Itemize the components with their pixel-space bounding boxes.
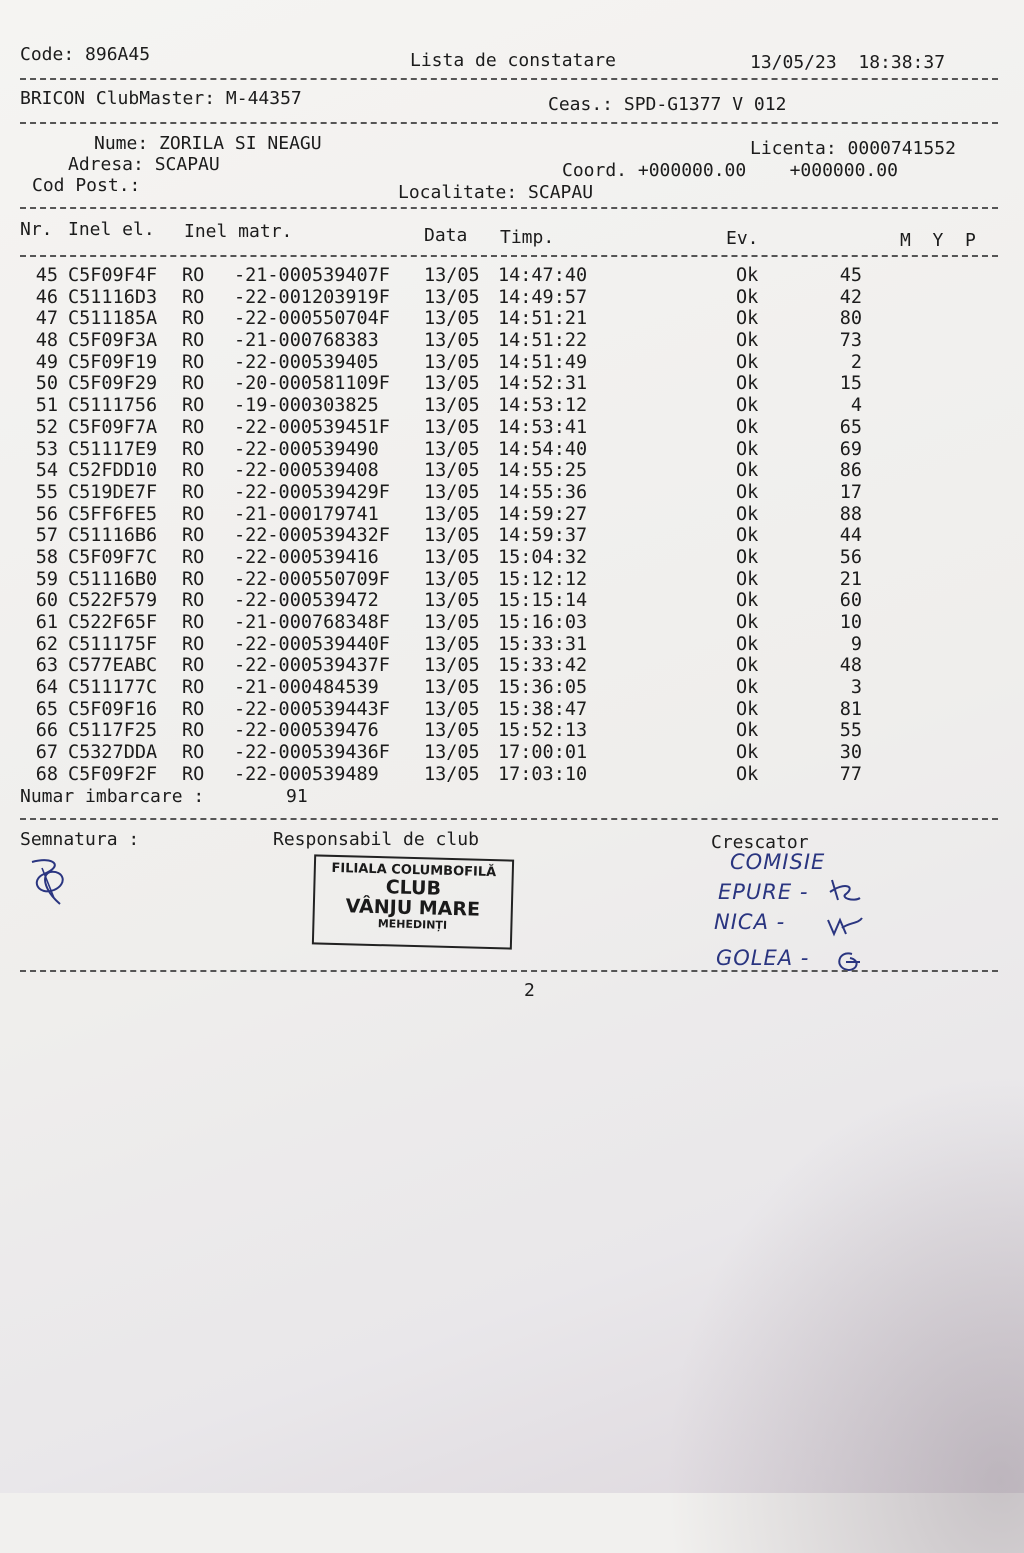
arrival-date: 13/05: [424, 395, 480, 417]
arrival-date: 13/05: [424, 720, 480, 742]
event-status: Ok: [736, 308, 759, 330]
row-number: 57: [35, 525, 58, 547]
position-value: 65: [839, 416, 862, 438]
event-status: Ok: [736, 503, 759, 525]
handwritten-name-2: NICA -: [714, 910, 786, 934]
paper-shadow: [664, 1073, 1024, 1553]
registration-ring: -22-000550704F: [234, 308, 390, 330]
country-code: RO: [182, 330, 205, 352]
row-number: 62: [35, 633, 58, 655]
arrival-time: 15:52:13: [498, 720, 588, 742]
club-stamp: [312, 854, 514, 949]
arrival-time: 15:33:31: [498, 633, 588, 655]
arrival-date: 13/05: [424, 265, 480, 286]
table-row: [22, 634, 972, 656]
arrival-time: 14:55:25: [498, 460, 588, 482]
signature-scribble: [24, 852, 76, 912]
registration-ring: -22-000539451F: [234, 416, 390, 438]
signature-label: Semnatura :: [20, 829, 140, 850]
event-status: Ok: [736, 525, 759, 547]
registration-ring: -21-000768348F: [234, 612, 390, 633]
registration-ring: -22-000539472: [234, 590, 379, 612]
divider: [20, 255, 998, 257]
arrival-time: 14:47:40: [498, 265, 588, 286]
event-status: Ok: [736, 395, 759, 417]
registration-ring: -21-000539407F: [234, 265, 390, 286]
arrival-time: 14:51:21: [498, 308, 588, 330]
row-number: 50: [35, 373, 58, 395]
row-number: 48: [35, 330, 58, 352]
country-code: RO: [182, 568, 205, 590]
arrival-date: 13/05: [424, 677, 480, 699]
handwritten-name-1: EPURE -: [718, 880, 809, 904]
registration-ring: -22-000539436F: [234, 742, 390, 764]
registration-ring: -21-000768383: [234, 330, 379, 352]
event-status: Ok: [736, 763, 759, 785]
registration-ring: -22-000539416: [234, 546, 379, 568]
divider: [20, 818, 998, 820]
postal-code: Cod Post.:: [32, 175, 141, 196]
event-status: Ok: [736, 481, 759, 503]
row-number: 47: [35, 308, 58, 330]
event-status: Ok: [736, 265, 759, 286]
code-label: Code: 896A45: [20, 44, 151, 65]
registration-ring: -22-000539440F: [234, 633, 390, 655]
event-status: Ok: [736, 286, 759, 308]
event-status: Ok: [736, 568, 759, 590]
position-value: 56: [839, 546, 862, 568]
registration-ring: -21-000179741: [234, 503, 379, 525]
event-status: Ok: [736, 460, 759, 482]
arrival-time: 15:16:03: [498, 612, 588, 633]
electronic-ring: C5F09F3A: [68, 330, 158, 352]
arrival-date: 13/05: [424, 481, 480, 503]
table-row: [22, 352, 972, 374]
position-value: 86: [839, 460, 862, 482]
table-row: [22, 655, 972, 677]
arrival-date: 13/05: [424, 655, 480, 677]
table-row: [22, 373, 972, 395]
coordinates: Coord. +000000.00 +000000.00: [562, 160, 898, 181]
event-status: Ok: [736, 330, 759, 352]
position-value: 81: [839, 698, 862, 720]
row-number: 63: [35, 655, 58, 677]
row-number: 45: [35, 265, 58, 286]
arrival-date: 13/05: [424, 546, 480, 568]
arrival-time: 15:04:32: [498, 546, 588, 568]
arrival-time: 15:15:14: [498, 590, 588, 612]
electronic-ring: C51117E9: [68, 438, 158, 460]
position-value: 30: [839, 742, 862, 764]
country-code: RO: [182, 308, 205, 330]
row-number: 66: [35, 720, 58, 742]
position-value: 3: [850, 677, 862, 699]
country-code: RO: [182, 742, 205, 764]
arrival-time: 14:49:57: [498, 286, 588, 308]
electronic-ring: C5F09F4F: [68, 265, 158, 286]
position-value: 15: [839, 373, 862, 395]
table-row: [22, 569, 972, 591]
country-code: RO: [182, 373, 205, 395]
country-code: RO: [182, 546, 205, 568]
arrival-time: 14:54:40: [498, 438, 588, 460]
position-value: 9: [850, 633, 862, 655]
electronic-ring: C5111756: [68, 395, 158, 417]
clubmaster-label: BRICON ClubMaster: M-44357: [20, 88, 302, 109]
handwritten-commission: COMISIE: [730, 850, 826, 874]
stamp-line3: VÂNJU MARE: [345, 895, 481, 921]
arrivals-table: [22, 265, 972, 786]
row-number: 68: [35, 763, 58, 785]
table-row: [22, 504, 972, 526]
country-code: RO: [182, 351, 205, 373]
registration-ring: -22-000539408: [234, 460, 379, 482]
arrival-time: 14:59:37: [498, 525, 588, 547]
arrival-time: 14:53:12: [498, 395, 588, 417]
license-number: Licenta: 0000741552: [750, 138, 956, 159]
event-status: Ok: [736, 655, 759, 677]
arrival-time: 14:52:31: [498, 373, 588, 395]
arrival-date: 13/05: [424, 330, 480, 352]
row-number: 60: [35, 590, 58, 612]
arrival-date: 13/05: [424, 568, 480, 590]
table-row: [22, 720, 972, 742]
arrival-time: 15:12:12: [498, 568, 588, 590]
divider: [20, 78, 998, 80]
document-title: Lista de constatare: [410, 50, 616, 71]
table-row: [22, 699, 972, 721]
club-responsible-label: Responsabil de club: [273, 829, 479, 850]
col-header-nr: Nr.: [20, 219, 53, 240]
arrival-time: 15:33:42: [498, 655, 588, 677]
handwritten-initials: [826, 872, 866, 982]
registration-ring: -22-000539429F: [234, 481, 390, 503]
row-number: 61: [35, 612, 58, 633]
electronic-ring: C511175F: [68, 633, 158, 655]
electronic-ring: C522F579: [68, 590, 158, 612]
table-row: [22, 395, 972, 417]
registration-ring: -22-000539405: [234, 351, 379, 373]
arrival-date: 13/05: [424, 438, 480, 460]
handwritten-name-3: GOLEA -: [716, 946, 810, 970]
country-code: RO: [182, 481, 205, 503]
country-code: RO: [182, 720, 205, 742]
arrival-date: 13/05: [424, 698, 480, 720]
table-row: [22, 287, 972, 309]
table-row: [22, 482, 972, 504]
table-row: [22, 742, 972, 764]
arrival-date: 13/05: [424, 503, 480, 525]
electronic-ring: C51116B0: [68, 568, 158, 590]
position-value: 80: [839, 308, 862, 330]
electronic-ring: C5117F25: [68, 720, 158, 742]
col-header-inel-el: Inel el.: [68, 219, 155, 240]
table-row: [22, 612, 972, 634]
registration-ring: -19-000303825: [234, 395, 379, 417]
position-value: 48: [839, 655, 862, 677]
electronic-ring: C5F09F16: [68, 698, 158, 720]
electronic-ring: C51116D3: [68, 286, 158, 308]
row-number: 49: [35, 351, 58, 373]
position-value: 73: [839, 330, 862, 352]
registration-ring: -22-000539476: [234, 720, 379, 742]
arrival-date: 13/05: [424, 351, 480, 373]
country-code: RO: [182, 503, 205, 525]
table-row: [22, 417, 972, 439]
col-header-ev: Ev.: [726, 228, 759, 249]
arrival-time: 14:51:49: [498, 351, 588, 373]
electronic-ring: C519DE7F: [68, 481, 158, 503]
boarding-count-label: Numar imbarcare :: [20, 786, 205, 807]
table-row: [22, 590, 972, 612]
arrival-date: 13/05: [424, 763, 480, 785]
table-row: [22, 439, 972, 461]
event-status: Ok: [736, 351, 759, 373]
country-code: RO: [182, 590, 205, 612]
arrival-time: 17:03:10: [498, 763, 588, 785]
table-row: [22, 677, 972, 699]
registration-ring: -22-000539432F: [234, 525, 390, 547]
arrival-date: 13/05: [424, 612, 480, 633]
event-status: Ok: [736, 742, 759, 764]
stamp-line4: MEHEDINȚI: [377, 917, 448, 932]
registration-ring: -22-000539443F: [234, 698, 390, 720]
arrival-time: 14:53:41: [498, 416, 588, 438]
table-row: [22, 547, 972, 569]
arrival-time: 14:55:36: [498, 481, 588, 503]
row-number: 67: [35, 742, 58, 764]
electronic-ring: C5F09F19: [68, 351, 158, 373]
position-value: 42: [839, 286, 862, 308]
electronic-ring: C52FDD10: [68, 460, 158, 482]
arrival-date: 13/05: [424, 742, 480, 764]
col-header-data: Data: [424, 225, 468, 246]
owner-address: Adresa: SCAPAU: [68, 154, 220, 175]
event-status: Ok: [736, 698, 759, 720]
registration-ring: -22-000550709F: [234, 568, 390, 590]
arrival-date: 13/05: [424, 525, 480, 547]
breeder-label: Crescator: [711, 832, 809, 853]
row-number: 53: [35, 438, 58, 460]
row-number: 64: [35, 677, 58, 699]
country-code: RO: [182, 763, 205, 785]
position-value: 10: [839, 612, 862, 633]
country-code: RO: [182, 698, 205, 720]
country-code: RO: [182, 265, 205, 286]
position-value: 88: [839, 503, 862, 525]
position-value: 45: [839, 265, 862, 286]
arrival-date: 13/05: [424, 286, 480, 308]
owner-name: Nume: ZORILA SI NEAGU: [94, 133, 322, 154]
arrival-time: 15:38:47: [498, 698, 588, 720]
event-status: Ok: [736, 590, 759, 612]
registration-ring: -22-001203919F: [234, 286, 390, 308]
arrival-date: 13/05: [424, 633, 480, 655]
event-status: Ok: [736, 438, 759, 460]
stamp-line2: CLUB: [385, 876, 442, 900]
table-row: [22, 460, 972, 482]
report-datetime: 13/05/23 18:38:37: [750, 52, 946, 73]
position-value: 4: [850, 395, 862, 417]
locality: Localitate: SCAPAU: [398, 182, 594, 203]
arrival-date: 13/05: [424, 373, 480, 395]
registration-ring: -20-000581109F: [234, 373, 390, 395]
row-number: 54: [35, 460, 58, 482]
event-status: Ok: [736, 720, 759, 742]
electronic-ring: C5327DDA: [68, 742, 158, 764]
table-row: [22, 330, 972, 352]
table-row: [22, 764, 972, 786]
country-code: RO: [182, 438, 205, 460]
row-number: 51: [35, 395, 58, 417]
divider: [20, 207, 998, 209]
registration-ring: -22-000539489: [234, 763, 379, 785]
event-status: Ok: [736, 546, 759, 568]
country-code: RO: [182, 525, 205, 547]
position-value: 69: [839, 438, 862, 460]
stamp-line1: FILIALA COLUMBOFILĂ: [331, 860, 497, 881]
divider: [20, 970, 998, 972]
divider: [20, 122, 998, 124]
arrival-date: 13/05: [424, 460, 480, 482]
clock-label: Ceas.: SPD-G1377 V 012: [548, 94, 787, 115]
position-value: 44: [839, 525, 862, 547]
arrival-date: 13/05: [424, 416, 480, 438]
country-code: RO: [182, 677, 205, 699]
arrival-time: 15:36:05: [498, 677, 588, 699]
row-number: 55: [35, 481, 58, 503]
registration-ring: -22-000539490: [234, 438, 379, 460]
country-code: RO: [182, 286, 205, 308]
registration-ring: -22-000539437F: [234, 655, 390, 677]
country-code: RO: [182, 633, 205, 655]
electronic-ring: C511177C: [68, 677, 158, 699]
event-status: Ok: [736, 416, 759, 438]
electronic-ring: C51116B6: [68, 525, 158, 547]
electronic-ring: C5F09F7A: [68, 416, 158, 438]
country-code: RO: [182, 460, 205, 482]
table-row: [22, 525, 972, 547]
arrival-time: 14:59:27: [498, 503, 588, 525]
event-status: Ok: [736, 373, 759, 395]
registration-ring: -21-000484539: [234, 677, 379, 699]
col-header-timp: Timp.: [500, 227, 555, 248]
table-row: [22, 265, 972, 287]
row-number: 65: [35, 698, 58, 720]
event-status: Ok: [736, 612, 759, 633]
position-value: 77: [839, 763, 862, 785]
country-code: RO: [182, 655, 205, 677]
electronic-ring: C577EABC: [68, 655, 158, 677]
position-value: 60: [839, 590, 862, 612]
col-header-inel-matr: Inel matr.: [184, 221, 293, 242]
electronic-ring: C5F09F7C: [68, 546, 158, 568]
electronic-ring: C511185A: [68, 308, 158, 330]
arrival-date: 13/05: [424, 590, 480, 612]
electronic-ring: C522F65F: [68, 612, 158, 633]
electronic-ring: C5F09F2F: [68, 763, 158, 785]
event-status: Ok: [736, 633, 759, 655]
country-code: RO: [182, 612, 205, 633]
country-code: RO: [182, 416, 205, 438]
arrival-date: 13/05: [424, 308, 480, 330]
position-value: 21: [839, 568, 862, 590]
position-value: 2: [850, 351, 862, 373]
row-number: 58: [35, 546, 58, 568]
page-number: 2: [524, 980, 535, 1001]
boarding-count-value: 91: [286, 786, 308, 807]
position-value: 17: [839, 481, 862, 503]
electronic-ring: C5F09F29: [68, 373, 158, 395]
position-value: 55: [839, 720, 862, 742]
country-code: RO: [182, 395, 205, 417]
arrival-time: 14:51:22: [498, 330, 588, 352]
row-number: 52: [35, 416, 58, 438]
row-number: 46: [35, 286, 58, 308]
table-row: [22, 308, 972, 330]
col-header-myp: M Y P: [900, 230, 976, 251]
row-number: 56: [35, 503, 58, 525]
event-status: Ok: [736, 677, 759, 699]
arrival-time: 17:00:01: [498, 742, 588, 764]
row-number: 59: [35, 568, 58, 590]
electronic-ring: C5FF6FE5: [68, 503, 158, 525]
